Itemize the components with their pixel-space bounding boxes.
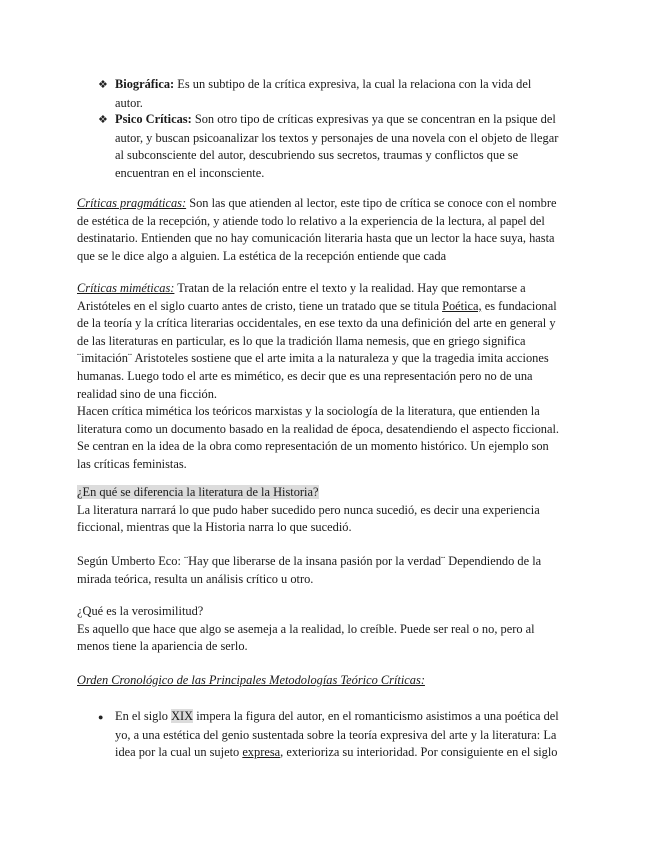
section-heading: Orden Cronológico de las Principales Metodologías Teórico Críticas:: [77, 673, 425, 687]
diamond-bullet-icon: ❖: [98, 79, 108, 91]
expresa-link[interactable]: expresa: [242, 745, 281, 760]
highlighted-term: XIX: [171, 709, 194, 723]
paragraph-verosimilitud: ¿Qué es la verosimilitud? Es aquello que hace que algo se asemeja a la realidad, lo creíble. Puede ser real o no, pero al menos tiene la apariencia de serlo.: [77, 603, 579, 656]
bullet-psico-criticas: ❖ Psico Críticas: Son otro tipo de críticas expresivas ya que se concentran en la psique del autor, y buscan psicoanalizar los textos y personajes de una novela con el objeto de llegar al subconsciente del autor, descubriendo sus secretos, traumas y conflictos que se encuentran en el inconsciente.: [98, 112, 559, 180]
section-heading: Críticas miméticas:: [77, 281, 175, 295]
bullet-siglo-xix: ● En el siglo XIX impera la figura del autor, en el romanticismo asistimos a una poética del yo, a una estética del genio sustentada sobre la teoría expresiva del arte y la literatura: La idea por la cual un sujeto expresa, exterioriza su interioridad. Por consiguiente en el siglo: [98, 709, 559, 760]
section-heading: Críticas pragmáticas:: [77, 196, 187, 210]
diamond-bullet-icon: ❖: [98, 114, 108, 126]
paragraph-eco: Según Umberto Eco: ¨Hay que liberarse de la insana pasión por la verdad¨ Dependiendo de la mirada teórica, resulta un análisis crítico u otro.: [77, 554, 542, 586]
bullet-biografica: ❖ Biográfica: Es un subtipo de la crítica expresiva, la cual la relaciona con la vida del autor.: [98, 77, 532, 110]
paragraph-mimeticas: Críticas miméticas: Tratan de la relación entre el texto y la realidad. Hay que remontarse a Aristóteles en el siglo cuarto antes de cristo, tiene un tratado que se titula Poética, es fundacional de la teoría y la crítica literarias occidentales, en ese texto da una definición del arte en general y de las literaturas en particular, es lo que la tradición llama nemesis, que en griego significa ¨imitación¨ Aristoteles sostiene que el arte imita a la naturaleza y que la tragedia imita acciones humanas. Luego todo el arte es mimético, es decir que es una representación pero no de una realidad sino de una ficción. Hacen crítica mimética los teóricos marxistas y la sociología de la literatura, que entienden la literatura como un documento basado en la realidad de época, desatendiendo el aspecto ficcional. Se centran en la idea de la obra como representación de un momento histórico. Un ejemplo son las críticas feministas.: [77, 281, 560, 471]
round-bullet-icon: ●: [98, 712, 104, 722]
question-heading: ¿Qué es la verosimilitud?: [77, 604, 204, 618]
paragraph-pragmaticas: Críticas pragmáticas: Son las que atienden al lector, este tipo de crítica se conoce con el nombre de estética de la recepción, y atiende todo lo relativo a la experiencia de la lectura, al papel del destinatario. Entienden que no hay comunicación literaria hasta que un lector la hace suya, hasta que se le dice algo a alguien. La estética de la recepción entiende que cada: [77, 196, 557, 263]
paragraph-historia: ¿En qué se diferencia la literatura de la Historia? La literatura narrará lo que pudo haber sucedido pero nunca sucedió, es decir una experiencia ficcional, mientras que la Historia narra lo que sucedió.: [77, 485, 540, 535]
bullet-term: Psico Críticas:: [115, 112, 192, 126]
poetica-link[interactable]: Poética,: [442, 298, 482, 313]
bullet-term: Biográfica:: [115, 77, 175, 91]
highlighted-question: ¿En qué se diferencia la literatura de la Historia?: [77, 485, 319, 499]
paragraph-orden: [77, 672, 579, 690]
